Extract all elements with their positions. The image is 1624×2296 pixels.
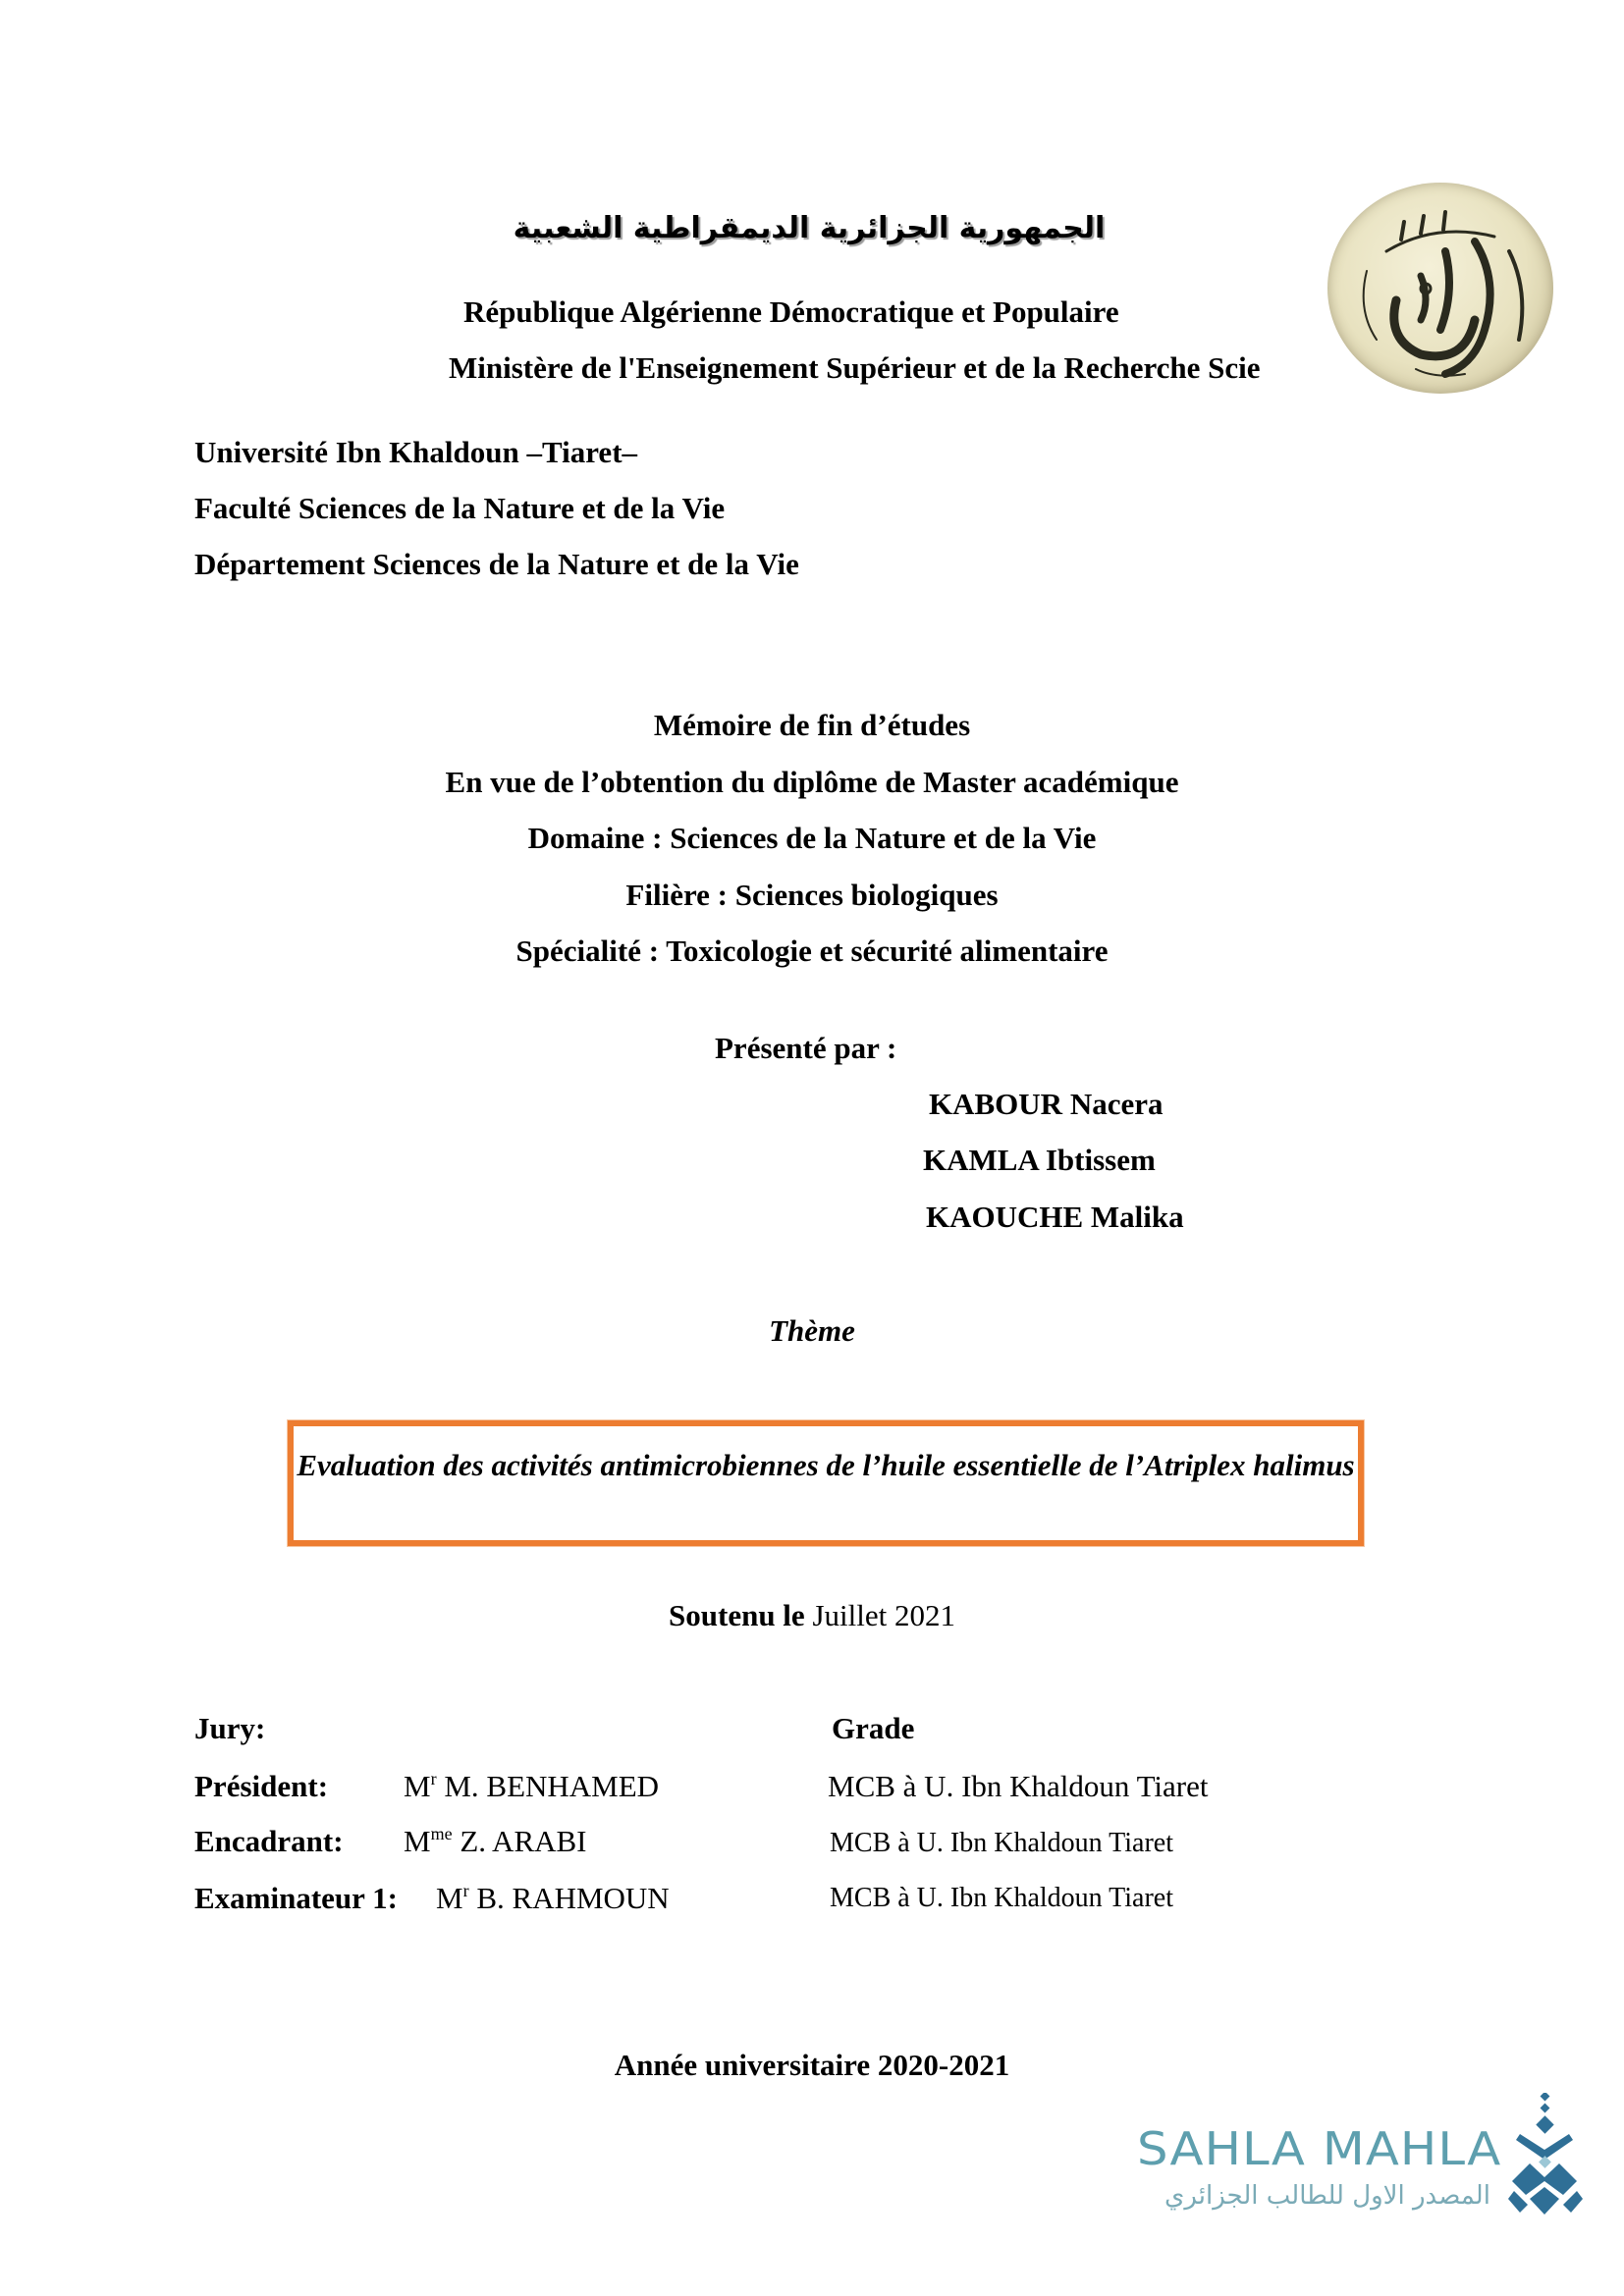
presented-by-label: Présenté par : — [715, 1031, 897, 1065]
arabic-title-text: الجمهورية الجزائرية الديمقراطية الشعبية — [513, 211, 1106, 245]
sahla-mahla-watermark — [1137, 2120, 1598, 2238]
author-name: KABOUR Nacera — [929, 1087, 1164, 1121]
university-name: Université Ibn Khaldoun –Tiaret– — [194, 435, 638, 469]
jury-member-grade: MCB à U. Ibn Khaldoun Tiaret — [830, 1828, 1173, 1858]
jury-role-encadrant: Encadrant: — [194, 1824, 344, 1858]
jury-role-examinateur: Examinateur 1: — [194, 1881, 398, 1915]
defense-date-line — [0, 1598, 1624, 1633]
member-name: B. RAHMOUN — [476, 1881, 670, 1915]
title-prefix: M — [436, 1881, 463, 1915]
thesis-title: Evaluation des activités antimicrobiennes de l’huile essentielle de l’Atriplex halimus — [297, 1448, 1355, 1482]
specialty-line: Spécialité : Toxicologie et sécurité alimentaire — [515, 934, 1109, 968]
jury-header: Jury: — [194, 1711, 266, 1745]
title-suffix: r — [430, 1769, 437, 1789]
theme-box — [288, 1420, 1364, 1546]
academic-year: Année universitaire 2020-2021 — [614, 2048, 1010, 2082]
domain-line: Domaine : Sciences de la Nature et de la Vie — [527, 821, 1097, 855]
jury-role-president: Président: — [194, 1769, 329, 1803]
ministry-line: Ministère de l'Enseignement Supérieur et de la Recherche Scie — [449, 350, 1261, 385]
republic-line: République Algérienne Démocratique et Populaire — [463, 294, 1119, 329]
defense-date: Juillet 2021 — [812, 1598, 955, 1632]
university-seal-icon — [1327, 183, 1553, 394]
jury-member-name — [436, 1881, 670, 1916]
jury-member-name — [404, 1824, 587, 1859]
author-name: KAMLA Ibtissem — [923, 1143, 1156, 1177]
defense-label: Soutenu le — [669, 1598, 805, 1632]
brand-tagline: المصدر الاول للطالب الجزائري — [1164, 2181, 1490, 2211]
theme-label: Thème — [769, 1313, 855, 1348]
brand-name: SAHLA MAHLA — [1137, 2122, 1502, 2175]
author-name: KAOUCHE Malika — [926, 1200, 1184, 1234]
member-name: Z. ARABI — [460, 1824, 587, 1858]
degree-purpose: En vue de l’obtention du diplôme de Master académique — [445, 765, 1179, 799]
grade-header: Grade — [832, 1711, 915, 1745]
member-name: M. BENHAMED — [444, 1769, 660, 1803]
memoire-title: Mémoire de fin d’études — [653, 708, 971, 742]
seal-calligraphy-icon — [1327, 183, 1553, 394]
department-name: Département Sciences de la Nature et de la Vie — [194, 547, 799, 581]
title-prefix: M — [404, 1824, 431, 1858]
faculty-name: Faculté Sciences de la Nature et de la Vie — [194, 491, 726, 525]
jury-member-name — [404, 1769, 659, 1804]
jury-member-grade: MCB à U. Ibn Khaldoun Tiaret — [830, 1883, 1173, 1913]
title-suffix: r — [462, 1881, 469, 1900]
jury-member-grade: MCB à U. Ibn Khaldoun Tiaret — [828, 1769, 1209, 1803]
title-prefix: M — [404, 1769, 431, 1803]
title-suffix: me — [430, 1824, 453, 1843]
sahla-mahla-emblem-icon — [1508, 2093, 1583, 2220]
filiere-line: Filière : Sciences biologiques — [625, 878, 999, 912]
